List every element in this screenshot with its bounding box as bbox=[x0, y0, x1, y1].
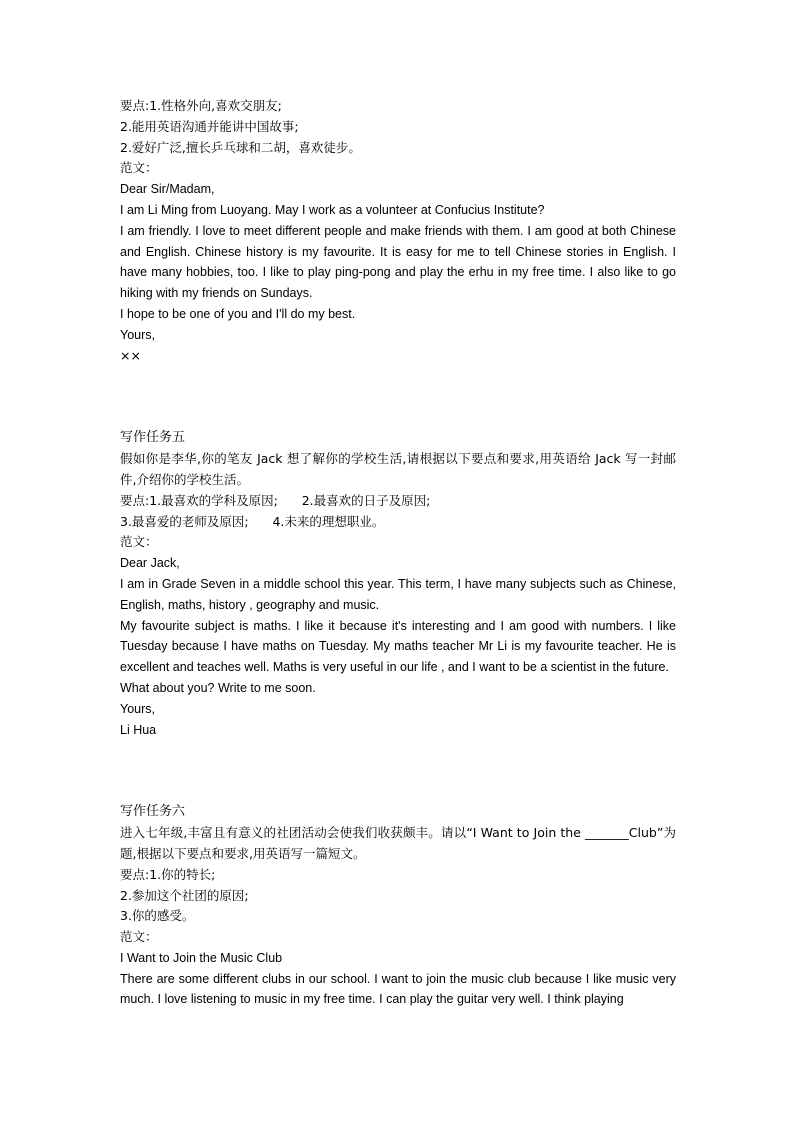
section5-paragraph-2: My favourite subject is maths. I like it because it's interesting and I am good with numbers. I like Tuesday because I have maths on Tuesday. My maths teacher Mr Li is my favourite teacher. He is excellent and teaches well. Maths is very useful in our life , and I want to be a scientist in the future. bbox=[120, 618, 676, 675]
section6-sample-label: 范文： bbox=[120, 929, 158, 945]
section6-heading: 写作任务六 bbox=[120, 804, 186, 820]
section4-paragraph-1: I am Li Ming from Luoyang. May I work as a volunteer at Confucius Institute? bbox=[120, 202, 545, 217]
section5-greeting: Dear Jack, bbox=[120, 556, 180, 571]
section5-closing: Yours, bbox=[120, 701, 155, 716]
section6-essay-title: I Want to Join the Music Club bbox=[120, 950, 283, 965]
section5-sample-label: 范文： bbox=[120, 534, 158, 550]
section5-prompt: 假如你是李华,你的笔友 Jack 想了解你的学校生活,请根据以下要点和要求,用英语给 Jack 写一封邮件,介绍你的学校生活。 bbox=[120, 451, 676, 487]
section5-heading: 写作任务五 bbox=[120, 430, 186, 446]
section4-point-2: 2.能用英语沟通并能讲中国故事; bbox=[120, 118, 299, 134]
section6-prompt: 进入七年级,丰富且有意义的社团活动会使我们收获颇丰。请以“I Want to Join the _______Club”为题,根据以下要点和要求,用英语写一篇短文。 bbox=[120, 825, 676, 861]
section5-points-line-1: 要点:1.最喜欢的学科及原因; 2.最喜欢的日子及原因; bbox=[120, 492, 431, 508]
section5-signature: Li Hua bbox=[120, 722, 157, 737]
section5-paragraph-1: I am in Grade Seven in a middle school this year. This term, I have many subjects such as Chinese, English, maths, history , geography and music. bbox=[120, 576, 676, 612]
section4-sample-label: 范文： bbox=[120, 160, 158, 176]
section4-paragraph-3: I hope to be one of you and I'll do my best. bbox=[120, 306, 356, 321]
section4-greeting: Dear Sir/Madam, bbox=[120, 182, 215, 197]
section4-signature: ×× bbox=[120, 347, 141, 363]
section4-point-1: 要点:1.性格外向,喜欢交朋友; bbox=[120, 98, 282, 113]
section6-paragraph-1: There are some different clubs in our school. I want to join the music club because I like music very much. I love listening to music in my free time. I can play the guitar very well. I think playing bbox=[120, 971, 676, 1007]
section5-paragraph-3: What about you? Write to me soon. bbox=[120, 680, 316, 695]
section4-paragraph-2: I am friendly. I love to meet different people and make friends with them. I am good at both Chinese and English. Chinese history is my favourite. It is easy for me to tell Chinese stories in English. I have many hobbies, too. I like to play ping-pong and play the erhu in my free time. I also like to go hiking with my friends on Sundays. bbox=[120, 223, 676, 301]
section6-point-1: 要点:1.你的特长; bbox=[120, 866, 216, 882]
section5-points-line-2: 3.最喜爱的老师及原因; 4.未来的理想职业。 bbox=[120, 513, 385, 529]
section6-point-3: 3.你的感受。 bbox=[120, 908, 195, 924]
document-page bbox=[120, 96, 676, 1010]
section6-point-2: 2.参加这个社团的原因; bbox=[120, 887, 249, 903]
section4-point-3: 2.爱好广泛,擅长乒乓球和二胡，喜欢徒步。 bbox=[120, 139, 361, 155]
section4-closing: Yours, bbox=[120, 327, 155, 342]
